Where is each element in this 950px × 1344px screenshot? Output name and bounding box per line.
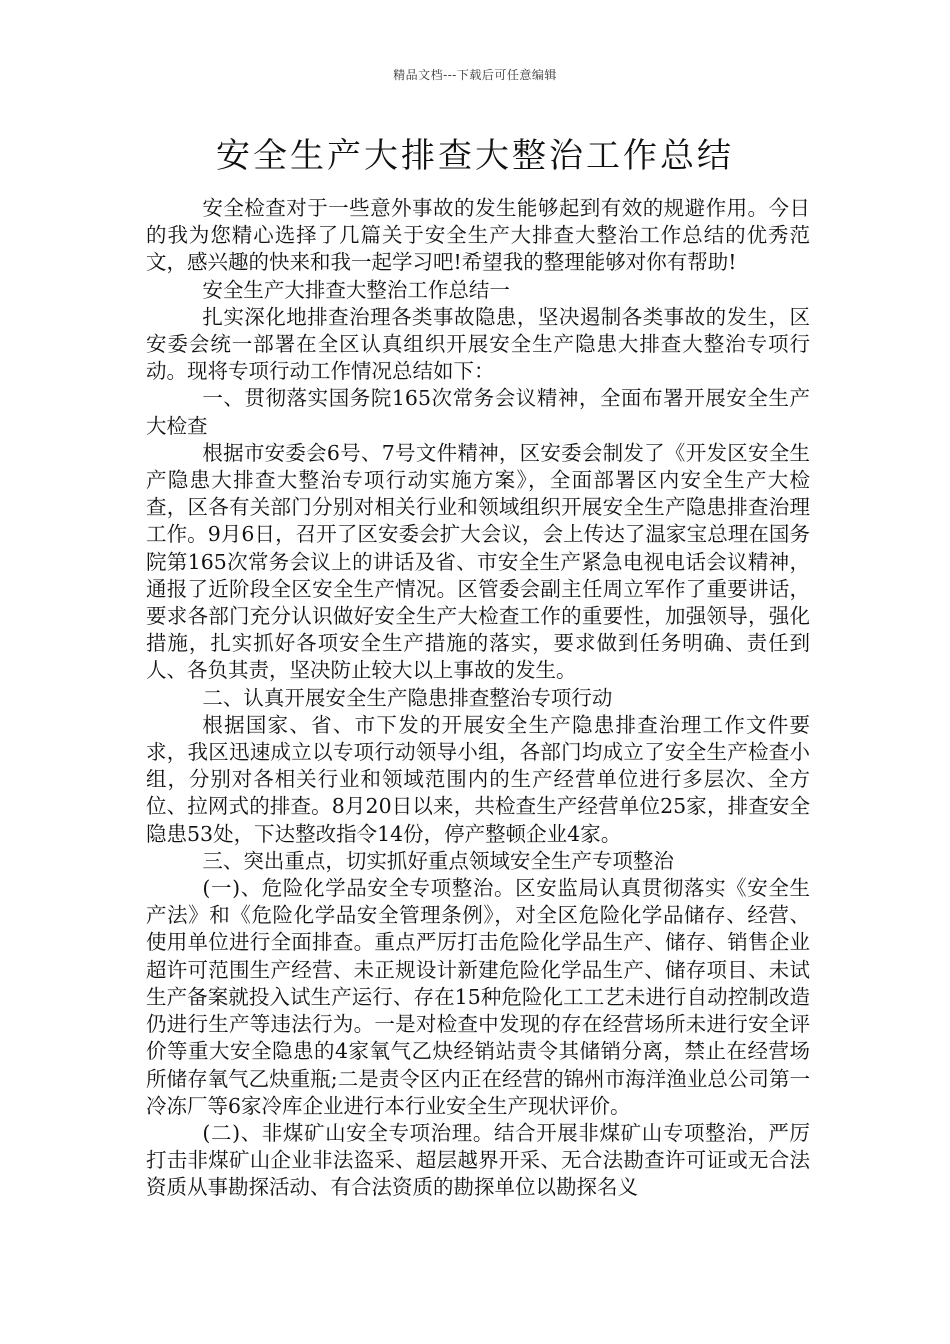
paragraph-part-one: 根据市安委会6号、7号文件精神，区安委会制发了《开发区安全生产隐患大排查大整治专项行动实施方案》，全面部署区内安全生产大检查，区各有关部门分别对相关行业和领域组织开展安全生产隐患排查治理工作。9月6日，召开了区安委会扩大会议，会上传达了温家宝总理在国务院第165次常务会议上的讲话及省、市安全生产紧急电视电话会议精神，通报了近阶段全区安全生产情况。区管委会副主任周立军作了重要讲话，要求各部门充分认识做好安全生产大检查工作的重要性，加强领导，强化措施，扎实抓好各项安全生产措施的落实，要求做到任务明确、责任到人、各负其责，坚决防止较大以上事故的发生。 [146,440,810,683]
document-body [146,195,810,1202]
paragraph-section-heading: 安全生产大排查大整治工作总结一 [202,277,510,302]
paragraph-heading-three: 三、突出重点，切实抓好重点领域安全生产专项整治 [202,848,674,873]
paragraph-part-two: 根据国家、省、市下发的开展安全生产隐患排查治理工作文件要求，我区迅速成立以专项行动领导小组，各部门均成立了安全生产检查小组，分别对各相关行业和领域范围内的生产经营单位进行多层次、全方位、拉网式的排查。8月20日以来，共检查生产经营单位25家，排查安全隐患53处，下达整改指令14份，停产整顿企业4家。 [146,712,810,846]
paragraph-heading-one: 一、贯彻落实国务院165次常务会议精神，全面布署开展安全生产大检查 [146,386,810,438]
paragraph-hazardous-chemicals: (一)、危险化学品安全专项整治。区安监局认真贯彻落实《安全生产法》和《危险化学品安全管理条例》，对全区危险化学品储存、经营、使用单位进行全面排查。重点严厉打击危险化学品生产、储存、销售企业超许可范围生产经营、未正规设计新建危险化学品生产、储存项目、未试生产备案就投入试生产运行、存在15种危险化工工艺未进行自动控制改造仍进行生产等违法行为。一是对检查中发现的存在经营场所未进行安全评价等重大安全隐患的4家氧气乙炔经销站责令其储销分离，禁止在经营场所储存氧气乙炔重瓶;二是责令区内正在经营的锦州市海洋渔业总公司第一冷冻厂等6家冷库企业进行本行业安全生产现状评价。 [146,876,810,1118]
paragraph-non-coal-mines: (二)、非煤矿山安全专项治理。结合开展非煤矿山专项整治，严厉打击非煤矿山企业非法盗采、超层越界开采、无合法勘查许可证或无合法资质从事勘探活动、有合法资质的勘探单位以勘探名义 [146,1120,810,1200]
document-title: 安全生产大排查大整治工作总结 [216,136,734,176]
header-note: 精品文档---下载后可任意编辑 [393,68,557,82]
paragraph-overview: 扎实深化地排查治理各类事故隐患，坚决遏制各类事故的发生，区安委会统一部署在全区认真组织开展安全生产隐患大排查大整治专项行动。现将专项行动工作情况总结如下： [146,304,810,384]
paragraph-heading-two: 二、认真开展安全生产隐患排查整治专项行动 [202,685,613,710]
paragraph-intro: 安全检查对于一些意外事故的发生能够起到有效的规避作用。今日的我为您精心选择了几篇关于安全生产大排查大整治工作总结的优秀范文，感兴趣的快来和我一起学习吧!希望我的整理能够对你有帮助! [146,196,810,275]
